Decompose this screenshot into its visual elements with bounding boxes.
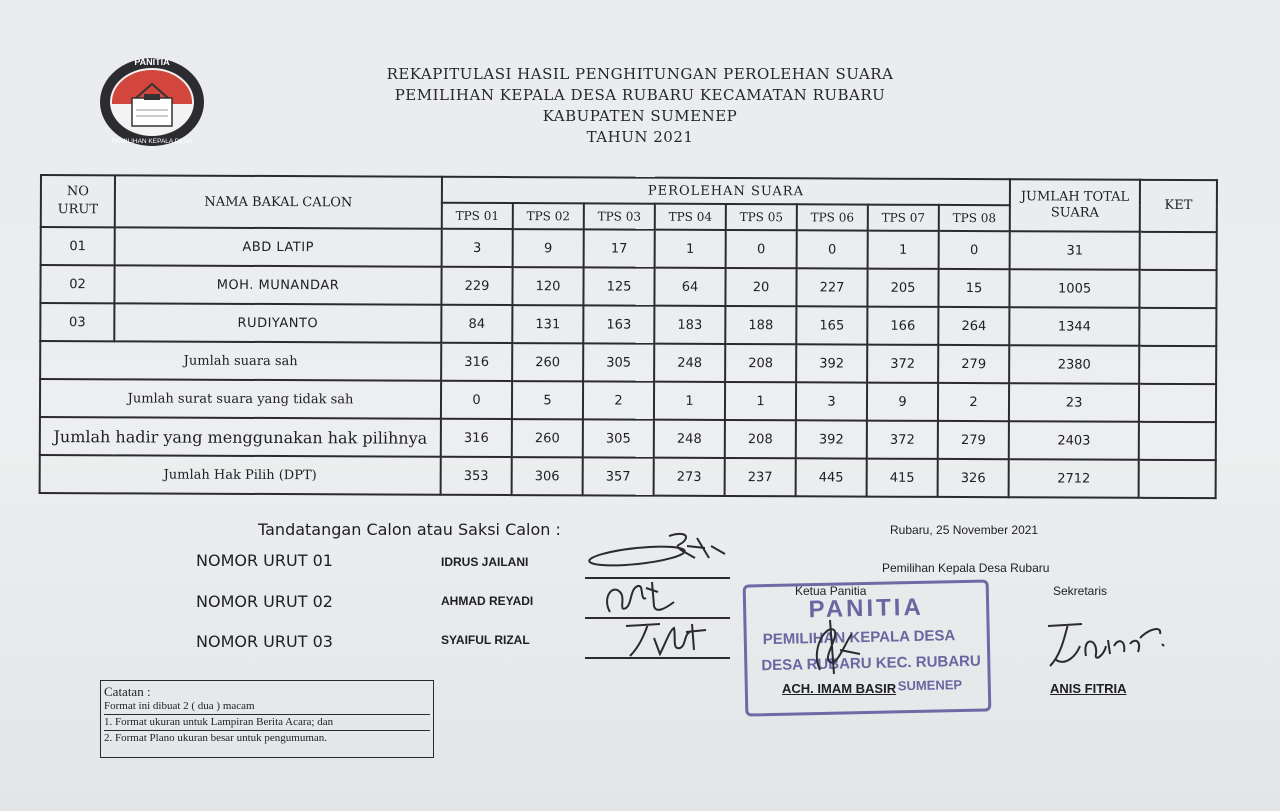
ketua-name: ACH. IMAM BASIR bbox=[782, 681, 897, 696]
cell-vote: 415 bbox=[867, 459, 938, 497]
cell-vote: 372 bbox=[867, 421, 938, 459]
svg-text:PANITIA: PANITIA bbox=[134, 57, 170, 67]
cell-total: 1005 bbox=[1010, 269, 1140, 308]
saksi-name: IDRUS JAILANI bbox=[441, 555, 529, 569]
cell-vote: 392 bbox=[796, 420, 867, 458]
cell-vote: 227 bbox=[796, 268, 867, 306]
cell-vote: 1 bbox=[654, 382, 725, 420]
cell-nama: RUDIYANTO bbox=[114, 303, 441, 342]
cell-vote: 264 bbox=[938, 307, 1009, 345]
header-tps: TPS 07 bbox=[868, 205, 939, 231]
cell-ket bbox=[1139, 346, 1216, 384]
cell-vote: 260 bbox=[512, 343, 583, 381]
cell-vote: 5 bbox=[512, 381, 583, 419]
cell-total: 1344 bbox=[1009, 307, 1139, 346]
cell-vote: 316 bbox=[441, 343, 512, 381]
cell-vote: 237 bbox=[725, 458, 796, 496]
cell-vote: 392 bbox=[796, 344, 867, 382]
cell-vote: 208 bbox=[725, 344, 796, 382]
cell-vote: 3 bbox=[442, 229, 513, 267]
nomor-urut-label: NOMOR URUT 03 bbox=[196, 632, 333, 651]
header-total: JUMLAH TOTAL SUARA bbox=[1010, 179, 1140, 232]
cell-vote: 445 bbox=[796, 458, 867, 496]
cell-vote: 260 bbox=[512, 419, 583, 457]
cell-vote: 0 bbox=[939, 231, 1010, 269]
sekretaris-label: Sekretaris bbox=[1053, 584, 1108, 598]
cell-nama: ABD LATIP bbox=[115, 227, 442, 266]
cell-vote: 279 bbox=[938, 345, 1009, 383]
stamp-line-2: PEMILIHAN KEPALA DESA bbox=[762, 627, 956, 649]
summary-label: Jumlah Hak Pilih (DPT) bbox=[40, 455, 441, 495]
header-tps: TPS 08 bbox=[939, 205, 1010, 231]
cell-vote: 131 bbox=[512, 305, 583, 343]
signature-scribble-icon bbox=[1042, 616, 1168, 674]
cell-no: 02 bbox=[40, 265, 114, 303]
stamp-line-4: SUMENEP bbox=[897, 677, 963, 694]
svg-text:PEMILIHAN KEPALA DESA: PEMILIHAN KEPALA DESA bbox=[111, 138, 193, 145]
header-line-1: REKAPITULASI HASIL PENGHITUNGAN PEROLEHAN SUARA bbox=[386, 65, 894, 83]
header-line-4: TAHUN 2021 bbox=[586, 128, 694, 146]
sekretaris-name: ANIS FITRIA bbox=[1050, 681, 1127, 696]
signature-scribble-icon bbox=[585, 528, 735, 576]
header-tps: TPS 03 bbox=[584, 203, 655, 229]
cell-ket bbox=[1139, 460, 1216, 498]
cell-vote: 1 bbox=[725, 382, 796, 420]
cell-vote: 326 bbox=[938, 459, 1009, 497]
cell-nama: MOH. MUNANDAR bbox=[114, 265, 441, 304]
cell-vote: 0 bbox=[726, 230, 797, 268]
cell-vote: 17 bbox=[584, 229, 655, 267]
ketua-label: Ketua Panitia bbox=[795, 584, 867, 598]
cell-vote: 165 bbox=[796, 306, 867, 344]
summary-row bbox=[40, 417, 1216, 460]
summary-row bbox=[40, 341, 1216, 384]
cell-vote: 188 bbox=[725, 306, 796, 344]
cell-vote: 163 bbox=[583, 305, 654, 343]
cell-vote: 279 bbox=[938, 421, 1009, 459]
nomor-urut-label: NOMOR URUT 01 bbox=[196, 551, 333, 570]
cell-total: 2712 bbox=[1009, 459, 1139, 498]
cell-vote: 9 bbox=[513, 229, 584, 267]
catatan-box bbox=[100, 680, 434, 758]
cell-ket bbox=[1139, 308, 1216, 346]
cell-ket bbox=[1139, 384, 1216, 422]
cell-ket bbox=[1140, 232, 1217, 270]
cell-total: 23 bbox=[1009, 383, 1139, 422]
header-ket: KET bbox=[1140, 180, 1217, 232]
place-date: Rubaru, 25 November 2021 bbox=[890, 523, 1039, 537]
cell-vote: 166 bbox=[867, 307, 938, 345]
header-tps: TPS 02 bbox=[513, 203, 584, 229]
table-row bbox=[40, 303, 1216, 346]
table-header-row bbox=[41, 175, 1217, 206]
signature-title: Tandatangan Calon atau Saksi Calon : bbox=[258, 520, 561, 539]
catatan-title: Catatan : bbox=[104, 684, 151, 699]
saksi-name: SYAIFUL RIZAL bbox=[441, 633, 530, 647]
cell-vote: 0 bbox=[797, 230, 868, 268]
catatan-line: 1. Format ukuran untuk Lampiran Berita Acara; dan bbox=[104, 715, 430, 731]
cell-total: 2403 bbox=[1009, 421, 1139, 460]
cell-vote: 208 bbox=[725, 420, 796, 458]
header-line-2: PEMILIHAN KEPALA DESA RUBARU KECAMATAN RUBARU bbox=[394, 86, 886, 104]
header-tps: TPS 01 bbox=[442, 203, 513, 229]
summary-label: Jumlah surat suara yang tidak sah bbox=[40, 379, 441, 419]
table-row bbox=[40, 265, 1216, 308]
cell-no: 03 bbox=[40, 303, 114, 341]
cell-vote: 372 bbox=[867, 345, 938, 383]
cell-vote: 248 bbox=[654, 344, 725, 382]
cell-vote: 305 bbox=[583, 343, 654, 381]
cell-vote: 120 bbox=[512, 267, 583, 305]
header-tps: TPS 04 bbox=[655, 204, 726, 230]
signature-scribble-icon bbox=[800, 610, 870, 680]
header-tps: TPS 06 bbox=[797, 204, 868, 230]
cell-vote: 357 bbox=[583, 457, 654, 495]
cell-vote: 1 bbox=[655, 230, 726, 268]
header-line-3: KABUPATEN SUMENEP bbox=[542, 107, 738, 125]
header-no-urut: NO URUT bbox=[41, 175, 115, 227]
cell-vote: 353 bbox=[441, 457, 512, 495]
cell-vote: 2 bbox=[938, 383, 1009, 421]
recap-table bbox=[39, 174, 1218, 499]
cell-vote: 9 bbox=[867, 383, 938, 421]
signature-scribble-icon bbox=[620, 618, 720, 662]
cell-total: 2380 bbox=[1009, 345, 1139, 384]
header-tps: TPS 05 bbox=[726, 204, 797, 230]
cell-ket bbox=[1140, 270, 1217, 308]
summary-label: Jumlah suara sah bbox=[40, 341, 441, 381]
panitia-logo bbox=[98, 54, 206, 148]
cell-vote: 305 bbox=[583, 419, 654, 457]
cell-vote: 229 bbox=[441, 267, 512, 305]
cell-vote: 3 bbox=[796, 382, 867, 420]
cell-vote: 205 bbox=[867, 269, 938, 307]
cell-vote: 125 bbox=[583, 267, 654, 305]
cell-vote: 273 bbox=[654, 458, 725, 496]
cell-vote: 84 bbox=[441, 305, 512, 343]
cell-vote: 183 bbox=[654, 306, 725, 344]
catatan-line: Format ini dibuat 2 ( dua ) macam bbox=[104, 699, 430, 715]
catatan-line: 2. Format Plano ukuran besar untuk pengumuman. bbox=[104, 732, 328, 744]
stamp-line-3: DESA RUBARU KEC. RUBARU bbox=[761, 652, 981, 675]
cell-total: 31 bbox=[1010, 231, 1140, 270]
header-perolehan: PEROLEHAN SUARA bbox=[442, 177, 1010, 205]
cell-vote: 1 bbox=[868, 231, 939, 269]
cell-vote: 2 bbox=[583, 381, 654, 419]
cell-vote: 0 bbox=[441, 381, 512, 419]
nomor-urut-label: NOMOR URUT 02 bbox=[196, 592, 333, 611]
cell-vote: 20 bbox=[725, 268, 796, 306]
signature-scribble-icon bbox=[600, 578, 690, 620]
document-header bbox=[330, 64, 950, 148]
summary-row bbox=[40, 379, 1216, 422]
cell-vote: 15 bbox=[938, 269, 1009, 307]
saksi-name: AHMAD REYADI bbox=[441, 594, 534, 608]
table-row bbox=[41, 227, 1217, 270]
cell-ket bbox=[1139, 422, 1216, 460]
cell-vote: 306 bbox=[512, 457, 583, 495]
cell-vote: 316 bbox=[441, 419, 512, 457]
organization-name: Pemilihan Kepala Desa Rubaru bbox=[882, 561, 1050, 575]
cell-vote: 248 bbox=[654, 420, 725, 458]
kpu-panitia-seal-icon bbox=[98, 54, 206, 148]
header-nama: NAMA BAKAL CALON bbox=[115, 175, 442, 228]
stamp-line-1: PANITIA bbox=[808, 593, 925, 624]
cell-no: 01 bbox=[41, 227, 115, 265]
summary-row bbox=[40, 455, 1216, 498]
cell-vote: 64 bbox=[654, 268, 725, 306]
summary-label: Jumlah hadir yang menggunakan hak pilihnya bbox=[40, 417, 441, 457]
